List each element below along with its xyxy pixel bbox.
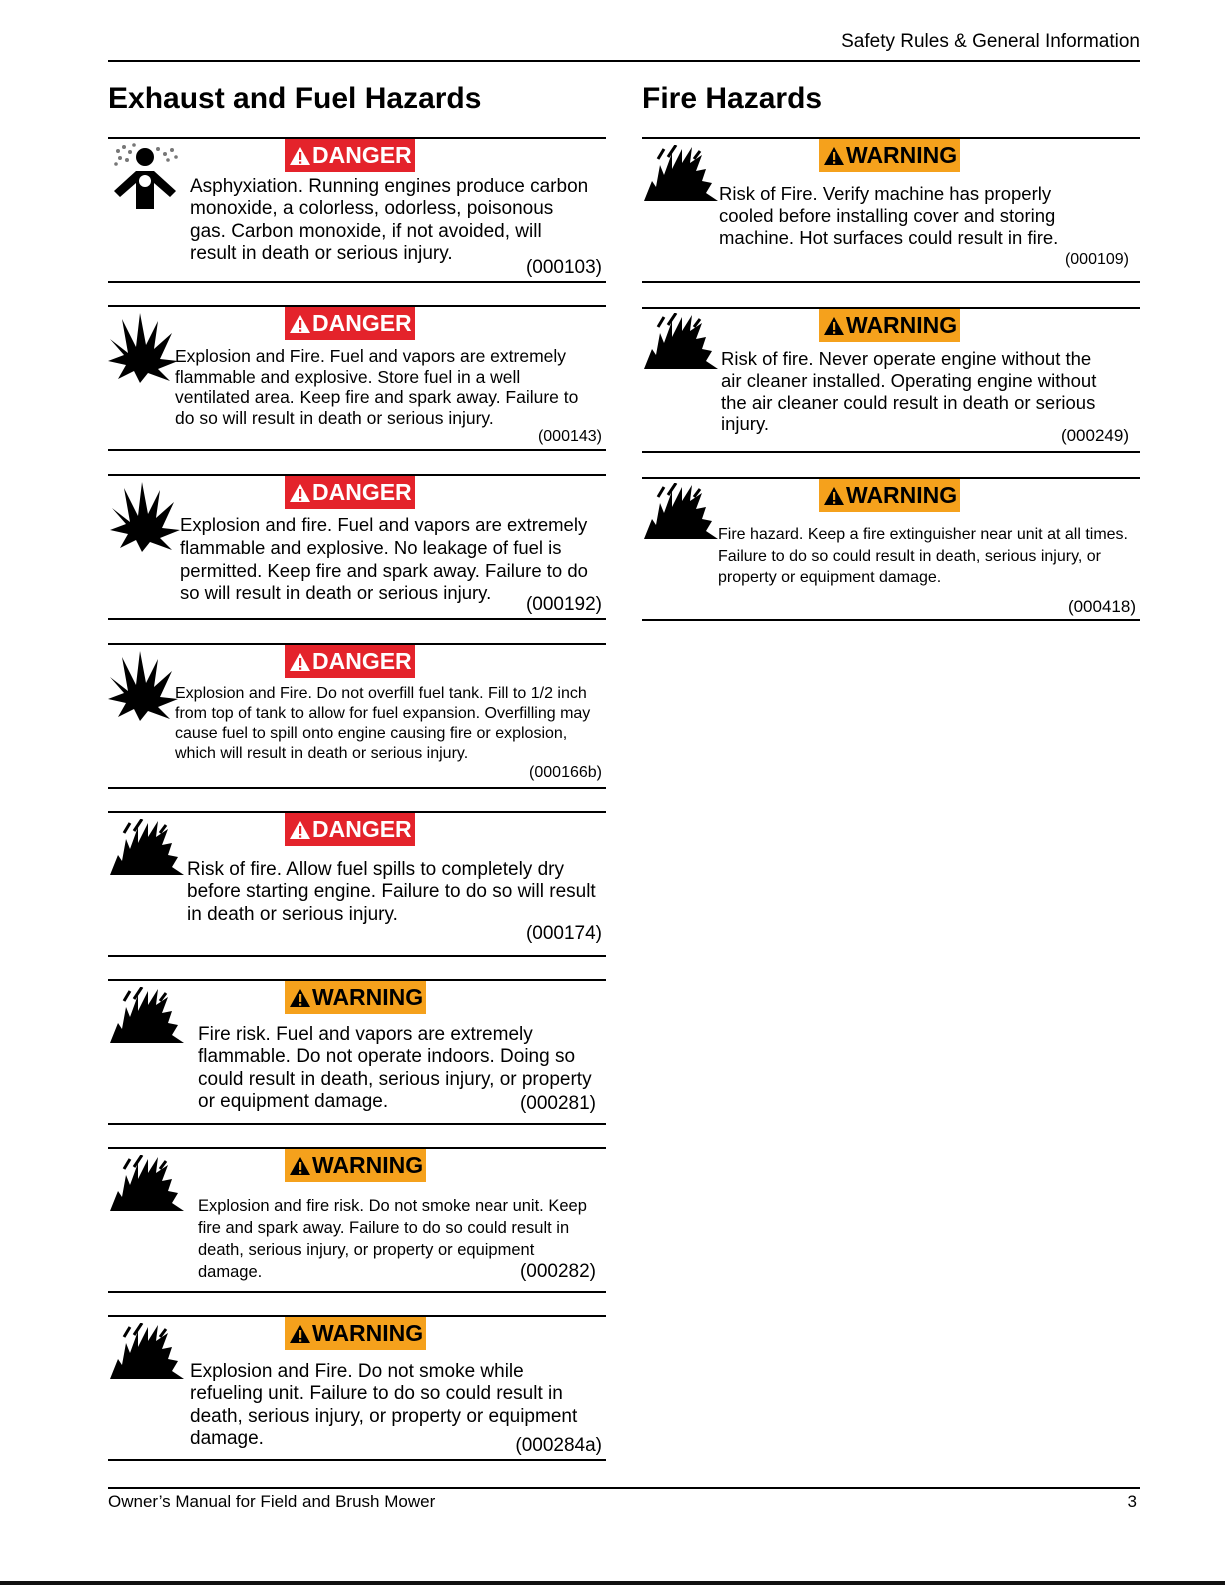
warning-badge	[819, 309, 960, 342]
message-text: Explosion and fire. Fuel and vapors are extremely flammable and explosive. No leakage of fuel is permitted. Keep fire and spark away. Failure to do so will result in death or serious injury.	[180, 514, 588, 604]
alert-triangle-icon	[289, 1156, 311, 1176]
safety-message-box	[108, 305, 606, 451]
signal-word: WARNING	[846, 312, 958, 338]
alert-triangle-icon	[289, 146, 311, 166]
alert-triangle-icon	[289, 652, 311, 672]
explosion-icon	[108, 311, 178, 383]
alert-triangle-icon	[289, 1324, 311, 1344]
message-text: Fire risk. Fuel and vapors are extremely flammable. Do not operate indoors. Doing so could result in death, serious injury, or property or equipment damage.	[198, 1024, 592, 1113]
message-text: Explosion and Fire. Do not smoke while refueling unit. Failure to do so could result in death, serious injury, or property or equipment damage.	[190, 1361, 578, 1450]
toxic-gas-icon	[110, 141, 182, 211]
message-code: (000166b)	[529, 764, 602, 781]
safety-message-box	[108, 643, 606, 789]
running-header: Safety Rules & General Information	[841, 31, 1140, 52]
alert-triangle-icon	[289, 820, 311, 840]
signal-word: WARNING	[312, 1152, 424, 1178]
safety-message-box	[108, 979, 606, 1125]
signal-word: WARNING	[846, 142, 958, 168]
message-code: (000143)	[537, 428, 602, 445]
fire-icon	[110, 1323, 184, 1379]
message-code: (000284a)	[515, 1435, 602, 1456]
safety-message-box	[642, 137, 1140, 283]
signal-word: DANGER	[312, 816, 412, 842]
danger-badge	[285, 307, 415, 340]
safety-message-box	[642, 477, 1140, 621]
message-text: Risk of Fire. Verify machine has properly cooled before installing cover and storing machine. Hot surfaces could result in fire.	[719, 183, 1059, 248]
message-text: Asphyxiation. Running engines produce carbon monoxide, a colorless, odorless, poisonous gas. Carbon monoxide, if not avoided, will result in death or serious injury.	[190, 176, 589, 265]
message-code: (000281)	[519, 1093, 596, 1114]
fire-icon	[110, 1155, 184, 1211]
danger-badge	[285, 813, 415, 846]
danger-badge	[285, 476, 415, 509]
alert-triangle-icon	[289, 988, 311, 1008]
message-code: (000192)	[525, 594, 602, 615]
explosion-icon	[108, 649, 178, 721]
alert-triangle-icon	[823, 486, 845, 506]
explosion-icon	[110, 480, 180, 552]
signal-word: DANGER	[312, 648, 412, 674]
signal-word: DANGER	[312, 142, 412, 168]
warning-badge	[819, 139, 960, 172]
safety-message-box	[108, 137, 606, 283]
signal-word: DANGER	[312, 310, 412, 336]
danger-badge	[285, 139, 415, 172]
fire-icon	[644, 313, 718, 369]
alert-triangle-icon	[823, 316, 845, 336]
message-code: (000418)	[1067, 597, 1136, 616]
message-code: (000103)	[525, 257, 602, 278]
warning-badge	[819, 479, 960, 512]
page-bottom-edge	[0, 1581, 1225, 1585]
message-text: Explosion and fire risk. Do not smoke near unit. Keep fire and spark away. Failure to do so could result in death, serious injury, or property or equipment damage.	[198, 1197, 587, 1281]
message-text: Explosion and Fire. Do not overfill fuel tank. Fill to 1/2 inch from top of tank to allow for fuel expansion. Overfilling may cause fuel to spill onto engine causing fire or explosion, which will result in death or serious injury.	[175, 685, 591, 762]
signal-word: DANGER	[312, 479, 412, 505]
footer-manual-title: Owner’s Manual for Field and Brush Mower	[108, 1492, 436, 1511]
alert-triangle-icon	[289, 314, 311, 334]
footer-rule	[108, 1487, 1140, 1489]
alert-triangle-icon	[823, 146, 845, 166]
safety-message-box	[642, 307, 1140, 453]
message-text: Risk of fire. Allow fuel spills to completely dry before starting engine. Failure to do so will result in death or serious injury.	[187, 859, 596, 925]
fire-icon	[110, 987, 184, 1043]
safety-message-box	[108, 474, 606, 620]
header-rule	[108, 60, 1140, 62]
message-code: (000109)	[1064, 251, 1129, 268]
fire-icon	[110, 819, 184, 875]
safety-message-box	[108, 1147, 606, 1293]
page-number: 3	[1127, 1492, 1137, 1511]
message-code: (000249)	[1060, 426, 1129, 445]
fire-icon	[644, 145, 718, 201]
message-text: Fire hazard. Keep a fire extinguisher near unit at all times. Failure to do so could result in death, serious injury, or property or equipment damage.	[718, 526, 1128, 587]
alert-triangle-icon	[289, 483, 311, 503]
fire-icon	[644, 483, 718, 539]
message-code: (000282)	[519, 1261, 596, 1282]
safety-message-box	[108, 1315, 606, 1461]
signal-word: WARNING	[312, 1320, 424, 1346]
danger-badge	[285, 645, 415, 678]
message-code: (000174)	[525, 923, 602, 944]
signal-word: WARNING	[312, 984, 424, 1010]
warning-badge	[285, 981, 426, 1014]
warning-badge	[285, 1317, 426, 1350]
warning-badge	[285, 1149, 426, 1182]
message-text: Risk of fire. Never operate engine without the air cleaner installed. Operating engine without the air cleaner could result in death or serious injury.	[721, 348, 1097, 435]
section-title-fire: Fire Hazards	[642, 82, 823, 115]
message-text: Explosion and Fire. Fuel and vapors are extremely flammable and explosive. Store fuel in a well ventilated area. Keep fire and spark away. Failure to do so will result in death or serious injury.	[175, 346, 579, 428]
section-title-exhaust-fuel: Exhaust and Fuel Hazards	[108, 82, 482, 115]
signal-word: WARNING	[846, 482, 958, 508]
safety-message-box	[108, 811, 606, 957]
